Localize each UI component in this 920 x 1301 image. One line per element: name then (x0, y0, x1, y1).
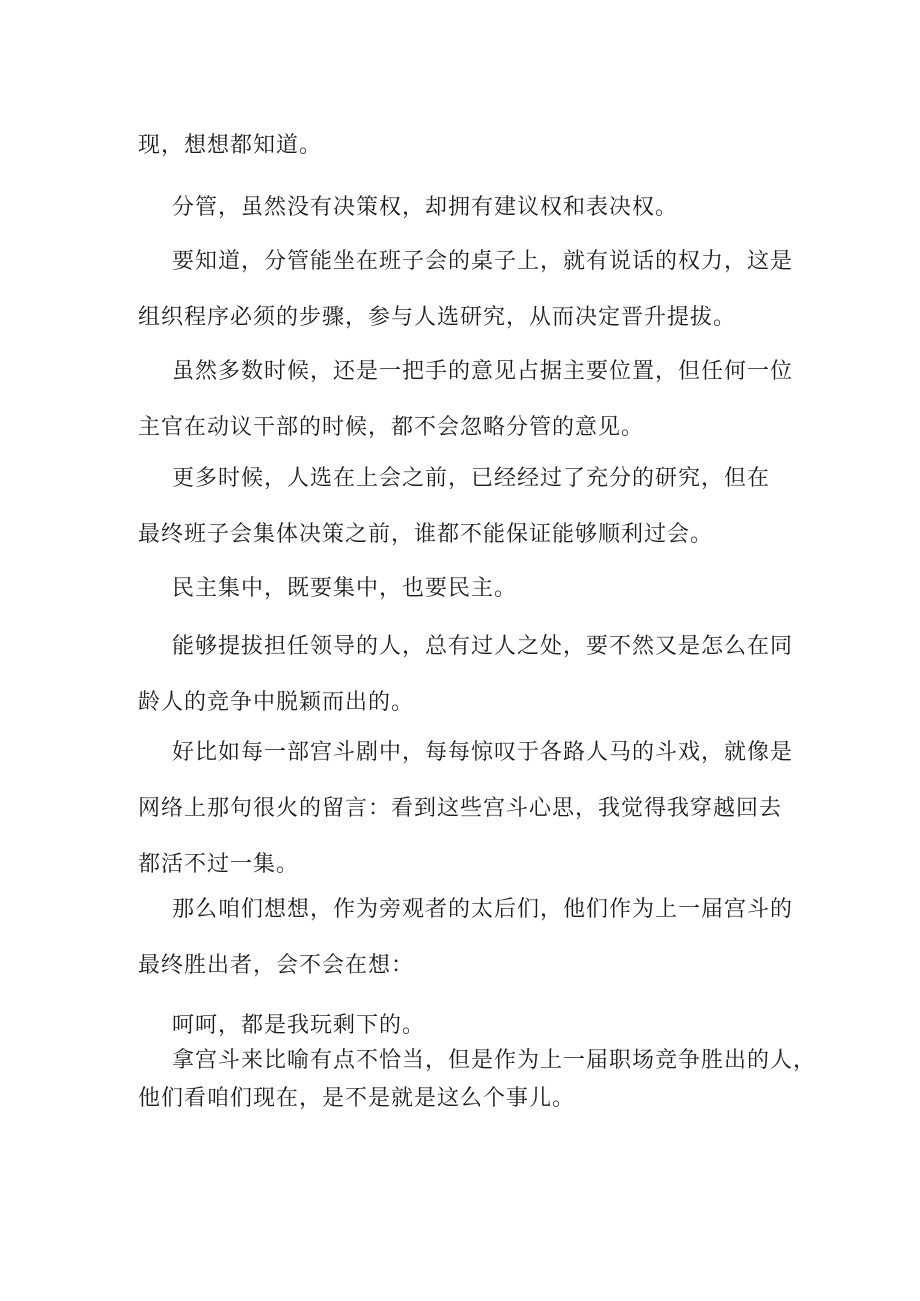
paragraph-1 (138, 118, 788, 174)
paragraph-5 (138, 451, 788, 563)
paragraph-8 (138, 725, 794, 893)
paragraph-line: 龄人的竞争中脱颖而出的。 (138, 690, 415, 715)
paragraph-line: 要知道，分管能坐在班子会的桌子上，就有说话的权力，这是 (172, 249, 794, 274)
paragraph-7 (138, 619, 794, 731)
paragraph-2 (138, 180, 788, 236)
paragraph-9 (138, 882, 794, 994)
paragraph-3 (138, 234, 794, 346)
paragraph-line: 呵呵，都是我玩剩下的。 (172, 1013, 426, 1038)
paragraph-line: 能够提拔担任领导的人，总有过人之处，要不然又是怎么在同 (172, 634, 794, 659)
paragraph-line: 都活不过一集。 (138, 852, 300, 877)
paragraph-line: 网络上那句很火的留言：看到这些宫斗心思，我觉得我穿越回去 (138, 796, 783, 821)
paragraph-line: 最终班子会集体决策之前，谁都不能保证能够顺利过会。 (138, 522, 714, 547)
paragraph-line: 现，想想都知道。 (138, 133, 323, 158)
paragraph-line: 好比如每一部宫斗剧中，每每惊叹于各路人马的斗戏，就像是 (172, 740, 794, 765)
paragraph-line: 民主集中，既要集中，也要民主。 (172, 576, 518, 601)
paragraph-line: 更多时候，人选在上会之前，已经经过了充分的研究，但在 (172, 466, 771, 491)
paragraph-line: 那么咱们想想，作为旁观者的太后们，他们作为上一届宫斗的 (172, 897, 794, 922)
paragraph-line: 主官在动议干部的时候，都不会忽略分管的意见。 (138, 415, 645, 440)
paragraph-4 (138, 344, 794, 456)
paragraph-11 (138, 1042, 817, 1118)
paragraph-line: 虽然多数时候，还是一把手的意见占据主要位置，但任何一位 (172, 359, 794, 384)
paragraph-6 (138, 561, 788, 617)
paragraph-line: 拿宫斗来比喻有点不恰当，但是作为上一届职场竞争胜出的人， (172, 1048, 817, 1073)
paragraph-line: 最终胜出者，会不会在想： (138, 953, 415, 978)
paragraph-line: 分管，虽然没有决策权，却拥有建议权和表决权。 (172, 195, 679, 220)
paragraph-line: 组织程序必须的步骤，参与人选研究，从而决定晋升提拔。 (138, 305, 737, 330)
paragraph-line: 他们看咱们现在，是不是就是这么个事儿。 (138, 1086, 576, 1111)
